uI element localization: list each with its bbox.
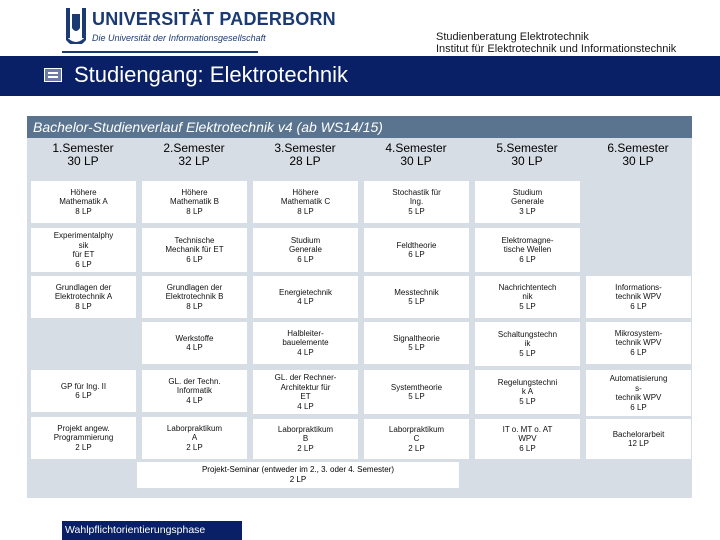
- module-cell: Signaltheorie 5 LP: [364, 322, 469, 364]
- plan-title: Bachelor-Studienverlauf Elektrotechnik v4 (ab WS14/15): [33, 119, 383, 135]
- module-cell: Höhere Mathematik B 8 LP: [142, 181, 247, 223]
- semester-lp: 32 LP: [178, 154, 210, 168]
- semester-lp: 30 LP: [400, 154, 432, 168]
- module-cell: Nachrichtentech nik 5 LP: [475, 276, 580, 318]
- department-line-1: Studienberatung Elektrotechnik: [436, 31, 589, 43]
- module-cell: Grundlagen der Elektrotechnik B 8 LP: [142, 276, 247, 318]
- module-cell: GP für Ing. II 6 LP: [31, 370, 136, 412]
- semester-lp: 30 LP: [622, 154, 654, 168]
- module-cell: Automatisierung s- technik WPV 6 LP: [586, 370, 691, 416]
- semester-header-1: [27, 142, 139, 168]
- semester-name: 2.Semester: [163, 141, 225, 155]
- semester-header-5: [471, 142, 583, 168]
- logo-divider: [62, 51, 258, 53]
- title-bar: [0, 56, 720, 96]
- module-cell: Studium Generale 3 LP: [475, 181, 580, 223]
- elective-phase-label: [62, 521, 242, 540]
- module-cell: Grundlagen der Elektrotechnik A 8 LP: [31, 276, 136, 318]
- project-seminar-cell: Projekt-Seminar (entweder im 2., 3. oder 4. Semester) 2 LP: [137, 462, 459, 488]
- module-cell: GL. der Techn. Informatik 4 LP: [142, 370, 247, 412]
- semester-header-6: [582, 142, 694, 168]
- module-cell: GL. der Rechner- Architektur für ET 4 LP: [253, 370, 358, 414]
- semester-name: 1.Semester: [52, 141, 114, 155]
- semester-name: 5.Semester: [496, 141, 558, 155]
- department-info: [436, 31, 676, 55]
- module-cell: Informations- technik WPV 6 LP: [586, 276, 691, 318]
- module-cell: Studium Generale 6 LP: [253, 228, 358, 272]
- semester-lp: 28 LP: [289, 154, 321, 168]
- module-cell: IT o. MT o. AT WPV 6 LP: [475, 419, 580, 459]
- module-cell: Laborpraktikum A 2 LP: [142, 417, 247, 459]
- module-cell: Laborpraktikum C 2 LP: [364, 419, 469, 459]
- university-crest-icon: [64, 8, 88, 44]
- module-cell: Halbleiter- bauelemente 4 LP: [253, 322, 358, 364]
- module-cell: Mikrosystem- technik WPV 6 LP: [586, 322, 691, 364]
- module-cell: Elektromagne- tische Wellen 6 LP: [475, 228, 580, 272]
- semester-name: 4.Semester: [385, 141, 447, 155]
- semester-header-2: [138, 142, 250, 168]
- semester-header-4: [360, 142, 472, 168]
- module-cell: Messtechnik 5 LP: [364, 276, 469, 318]
- module-cell: Schaltungstechn ik 5 LP: [475, 322, 580, 366]
- module-cell: Technische Mechanik für ET 6 LP: [142, 228, 247, 272]
- module-cell: Feldtheorie 6 LP: [364, 228, 469, 272]
- slide-icon: [44, 68, 62, 82]
- semester-header-3: [249, 142, 361, 168]
- module-cell: Bachelorarbeit 12 LP: [586, 419, 691, 459]
- module-cell: Höhere Mathematik C 8 LP: [253, 181, 358, 223]
- semester-name: 3.Semester: [274, 141, 336, 155]
- semester-lp: 30 LP: [67, 154, 99, 168]
- module-cell: Projekt angew. Programmierung 2 LP: [31, 417, 136, 459]
- module-cell: Experimentalphy sik für ET 6 LP: [31, 228, 136, 272]
- semester-name: 6.Semester: [607, 141, 669, 155]
- university-tagline: Die Universität der Informationsgesellschaft: [92, 33, 266, 43]
- module-cell: Energietechnik 4 LP: [253, 276, 358, 318]
- university-logo: [64, 6, 336, 52]
- university-name: UNIVERSITÄT PADERBORN: [92, 9, 336, 29]
- module-cell: Laborpraktikum B 2 LP: [253, 419, 358, 459]
- semester-lp: 30 LP: [511, 154, 543, 168]
- module-cell: Stochastik für Ing. 5 LP: [364, 181, 469, 223]
- module-cell: Werkstoffe 4 LP: [142, 322, 247, 364]
- page-title: Studiengang: Elektrotechnik: [74, 62, 348, 87]
- module-cell: Höhere Mathematik A 8 LP: [31, 181, 136, 223]
- department-line-2: Institut für Elektrotechnik und Informationstechnik: [436, 43, 677, 55]
- module-cell: Systemtheorie 5 LP: [364, 370, 469, 414]
- elective-phase-text: Wahlpflichtorientierungsphase: [65, 524, 206, 536]
- module-cell: Regelungstechni k A 5 LP: [475, 370, 580, 414]
- plan-title-bar: [27, 116, 692, 138]
